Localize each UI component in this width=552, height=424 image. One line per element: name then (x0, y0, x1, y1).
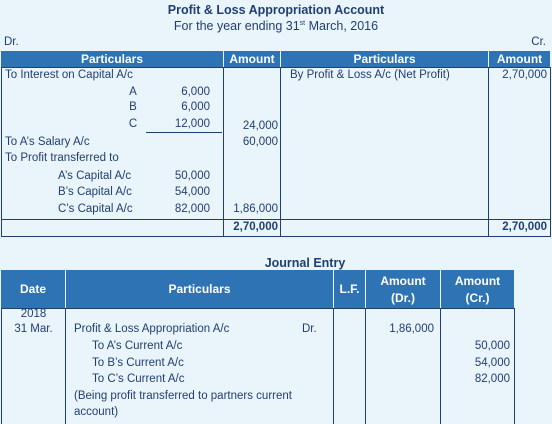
header-amount-left: Amount (224, 51, 280, 67)
journal-title: Journal Entry (264, 256, 346, 270)
capital-a-label: A’s Capital A/c (58, 170, 132, 182)
capital-a-amount: 50,000 (174, 170, 210, 182)
journal-debit-label: Profit & Loss Appropriation A/c (74, 323, 230, 335)
journal-header-lf: L.F. (334, 270, 365, 308)
capital-c-amount: 82,000 (174, 203, 210, 215)
account-header-bottom (1, 67, 551, 68)
cr-label: Cr. (531, 36, 546, 48)
journal-header-date: Date (1, 270, 65, 308)
right-grand-total: 2,70,000 (502, 221, 547, 233)
profit-label: To Profit transferred to (5, 152, 119, 164)
amount-cr-sub: (Cr.) (465, 291, 490, 305)
journal-credit-c-amount: 82,000 (474, 373, 510, 385)
account-col-divider (488, 67, 489, 237)
header-particulars-left: Particulars (1, 51, 223, 67)
journal-credit-b-label: To B’s Current A/c (92, 357, 184, 369)
interest-total: 24,000 (242, 120, 278, 132)
header-particulars-right: Particulars (281, 51, 488, 67)
journal-col-divider (333, 308, 334, 424)
account-border-right (550, 67, 551, 237)
interest-b-amount: 6,000 (181, 101, 210, 113)
journal-credit-a-amount: 50,000 (474, 340, 510, 352)
journal-debit-amount: 1,86,000 (389, 323, 434, 335)
net-profit-label: By Profit & Loss A/c (Net Profit) (290, 69, 450, 81)
account-col-divider (280, 67, 281, 237)
account-border-left (1, 67, 2, 237)
account-bottom (1, 236, 551, 237)
journal-narration-line2: account) (74, 406, 119, 418)
account-subtitle (0, 19, 552, 33)
journal-col-divider (65, 308, 66, 424)
partner-a: A (129, 86, 137, 98)
journal-credit-a-label: To A’s Current A/c (92, 340, 183, 352)
partner-b: B (129, 101, 137, 113)
account-title: Profit & Loss Appropriation Account (167, 3, 385, 17)
interest-a-amount: 6,000 (181, 86, 210, 98)
journal-header-bottom (1, 308, 515, 309)
header-amount-right: Amount (489, 51, 550, 67)
journal-border-right (514, 308, 515, 424)
capital-b-amount: 54,000 (174, 186, 210, 198)
account-total-top (1, 219, 551, 220)
partner-c: C (128, 118, 138, 130)
journal-date-day: 31 Mar. (14, 323, 53, 335)
net-profit-amount: 2,70,000 (502, 69, 547, 81)
capital-total: 1,86,000 (233, 203, 278, 215)
amount-dr-title: Amount (380, 274, 426, 288)
journal-credit-c-label: To C’s Current A/c (92, 373, 185, 385)
capital-b-label: B’s Capital A/c (58, 186, 132, 198)
salary-amount: 60,000 (242, 136, 278, 148)
subtitle-sup: st (299, 19, 306, 27)
journal-header-amount-dr (366, 270, 440, 308)
journal-credit-b-amount: 54,000 (474, 357, 510, 369)
interest-label: To Interest on Capital A/c (5, 69, 133, 81)
dr-label: Dr. (4, 36, 19, 48)
amount-cr-title: Amount (454, 274, 501, 288)
salary-label: To A’s Salary A/c (5, 136, 90, 148)
journal-narration-line1: (Being profit transferred to partners current (74, 390, 292, 402)
left-grand-total: 2,70,000 (233, 221, 278, 233)
journal-date-year: 2018 (20, 308, 47, 320)
subtotal-rule (146, 132, 222, 133)
subtitle-text: For the year ending 31 (173, 19, 300, 33)
amount-dr-sub: (Dr.) (391, 291, 415, 305)
journal-header-amount-cr (441, 270, 514, 308)
subtitle-text-end: March, 2016 (305, 19, 379, 33)
capital-c-label: C’s Capital A/c (58, 203, 133, 215)
journal-header-particulars: Particulars (66, 270, 333, 308)
journal-debit-mark: Dr. (302, 323, 317, 335)
interest-c-amount: 12,000 (174, 118, 210, 130)
